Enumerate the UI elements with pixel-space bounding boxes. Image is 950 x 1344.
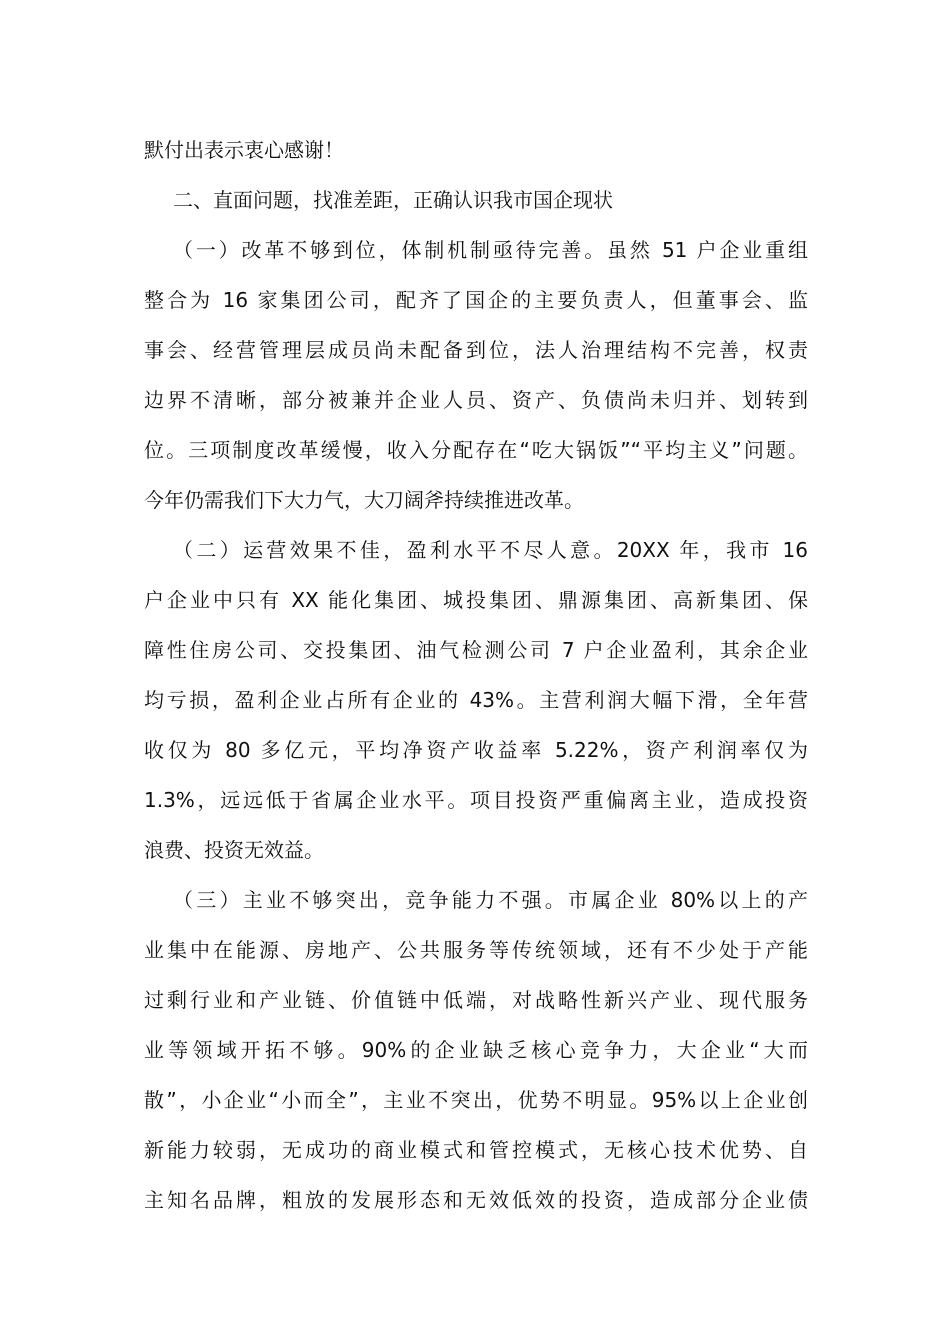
text-line-1: 默付出表示衷心感谢！ xyxy=(144,138,344,162)
paragraph-2-line-5: 收仅为 80 多亿元，平均净资产收益率 5.22%，资产利润率仅为 xyxy=(144,738,808,762)
paragraph-1-line-4: 边界不清晰，部分被兼并企业人员、资产、负债尚未归并、划转到 xyxy=(144,388,808,412)
paragraph-2-line-7: 浪费、投资无效益。 xyxy=(144,838,324,862)
paragraph-2-line-1: （二）运营效果不佳，盈利水平不尽人意。20XX 年，我市 16 xyxy=(173,538,808,562)
paragraph-1-line-3: 事会、经营管理层成员尚未配备到位，法人治理结构不完善，权责 xyxy=(144,338,808,362)
paragraph-2-line-2: 户企业中只有 XX 能化集团、城投集团、鼎源集团、高新集团、保 xyxy=(144,588,808,612)
paragraph-3-line-4: 业等领域开拓不够。90%的企业缺乏核心竞争力，大企业“大而 xyxy=(144,1038,808,1062)
paragraph-3-line-6: 新能力较弱，无成功的商业模式和管控模式，无核心技术优势、自 xyxy=(144,1138,808,1162)
paragraph-1-line-1: （一）改革不够到位，体制机制亟待完善。虽然 51 户企业重组 xyxy=(173,238,808,262)
paragraph-1-line-6: 今年仍需我们下大力气，大刀阔斧持续推进改革。 xyxy=(144,488,584,512)
section-heading-2: 二、直面问题，找准差距，正确认识我市国企现状 xyxy=(173,188,613,212)
paragraph-2-line-4: 均亏损，盈利企业占所有企业的 43%。主营利润大幅下滑，全年营 xyxy=(144,688,808,712)
paragraph-2-line-3: 障性住房公司、交投集团、油气检测公司 7 户企业盈利，其余企业 xyxy=(144,638,808,662)
paragraph-1-line-2: 整合为 16 家集团公司，配齐了国企的主要负责人，但董事会、监 xyxy=(144,288,808,312)
paragraph-3-line-5: 散”，小企业“小而全”，主业不突出，优势不明显。95%以上企业创 xyxy=(144,1088,808,1112)
paragraph-3-line-2: 业集中在能源、房地产、公共服务等传统领域，还有不少处于产能 xyxy=(144,938,808,962)
paragraph-3-line-7: 主知名品牌，粗放的发展形态和无效低效的投资，造成部分企业债 xyxy=(144,1188,808,1212)
paragraph-1-line-5: 位。三项制度改革缓慢，收入分配存在“吃大锅饭”“平均主义”问题。 xyxy=(144,438,808,462)
paragraph-3-line-1: （三）主业不够突出，竞争能力不强。市属企业 80%以上的产 xyxy=(173,888,808,912)
paragraph-2-line-6: 1.3%，远远低于省属企业水平。项目投资严重偏离主业，造成投资 xyxy=(144,788,808,812)
paragraph-3-line-3: 过剩行业和产业链、价值链中低端，对战略性新兴产业、现代服务 xyxy=(144,988,808,1012)
